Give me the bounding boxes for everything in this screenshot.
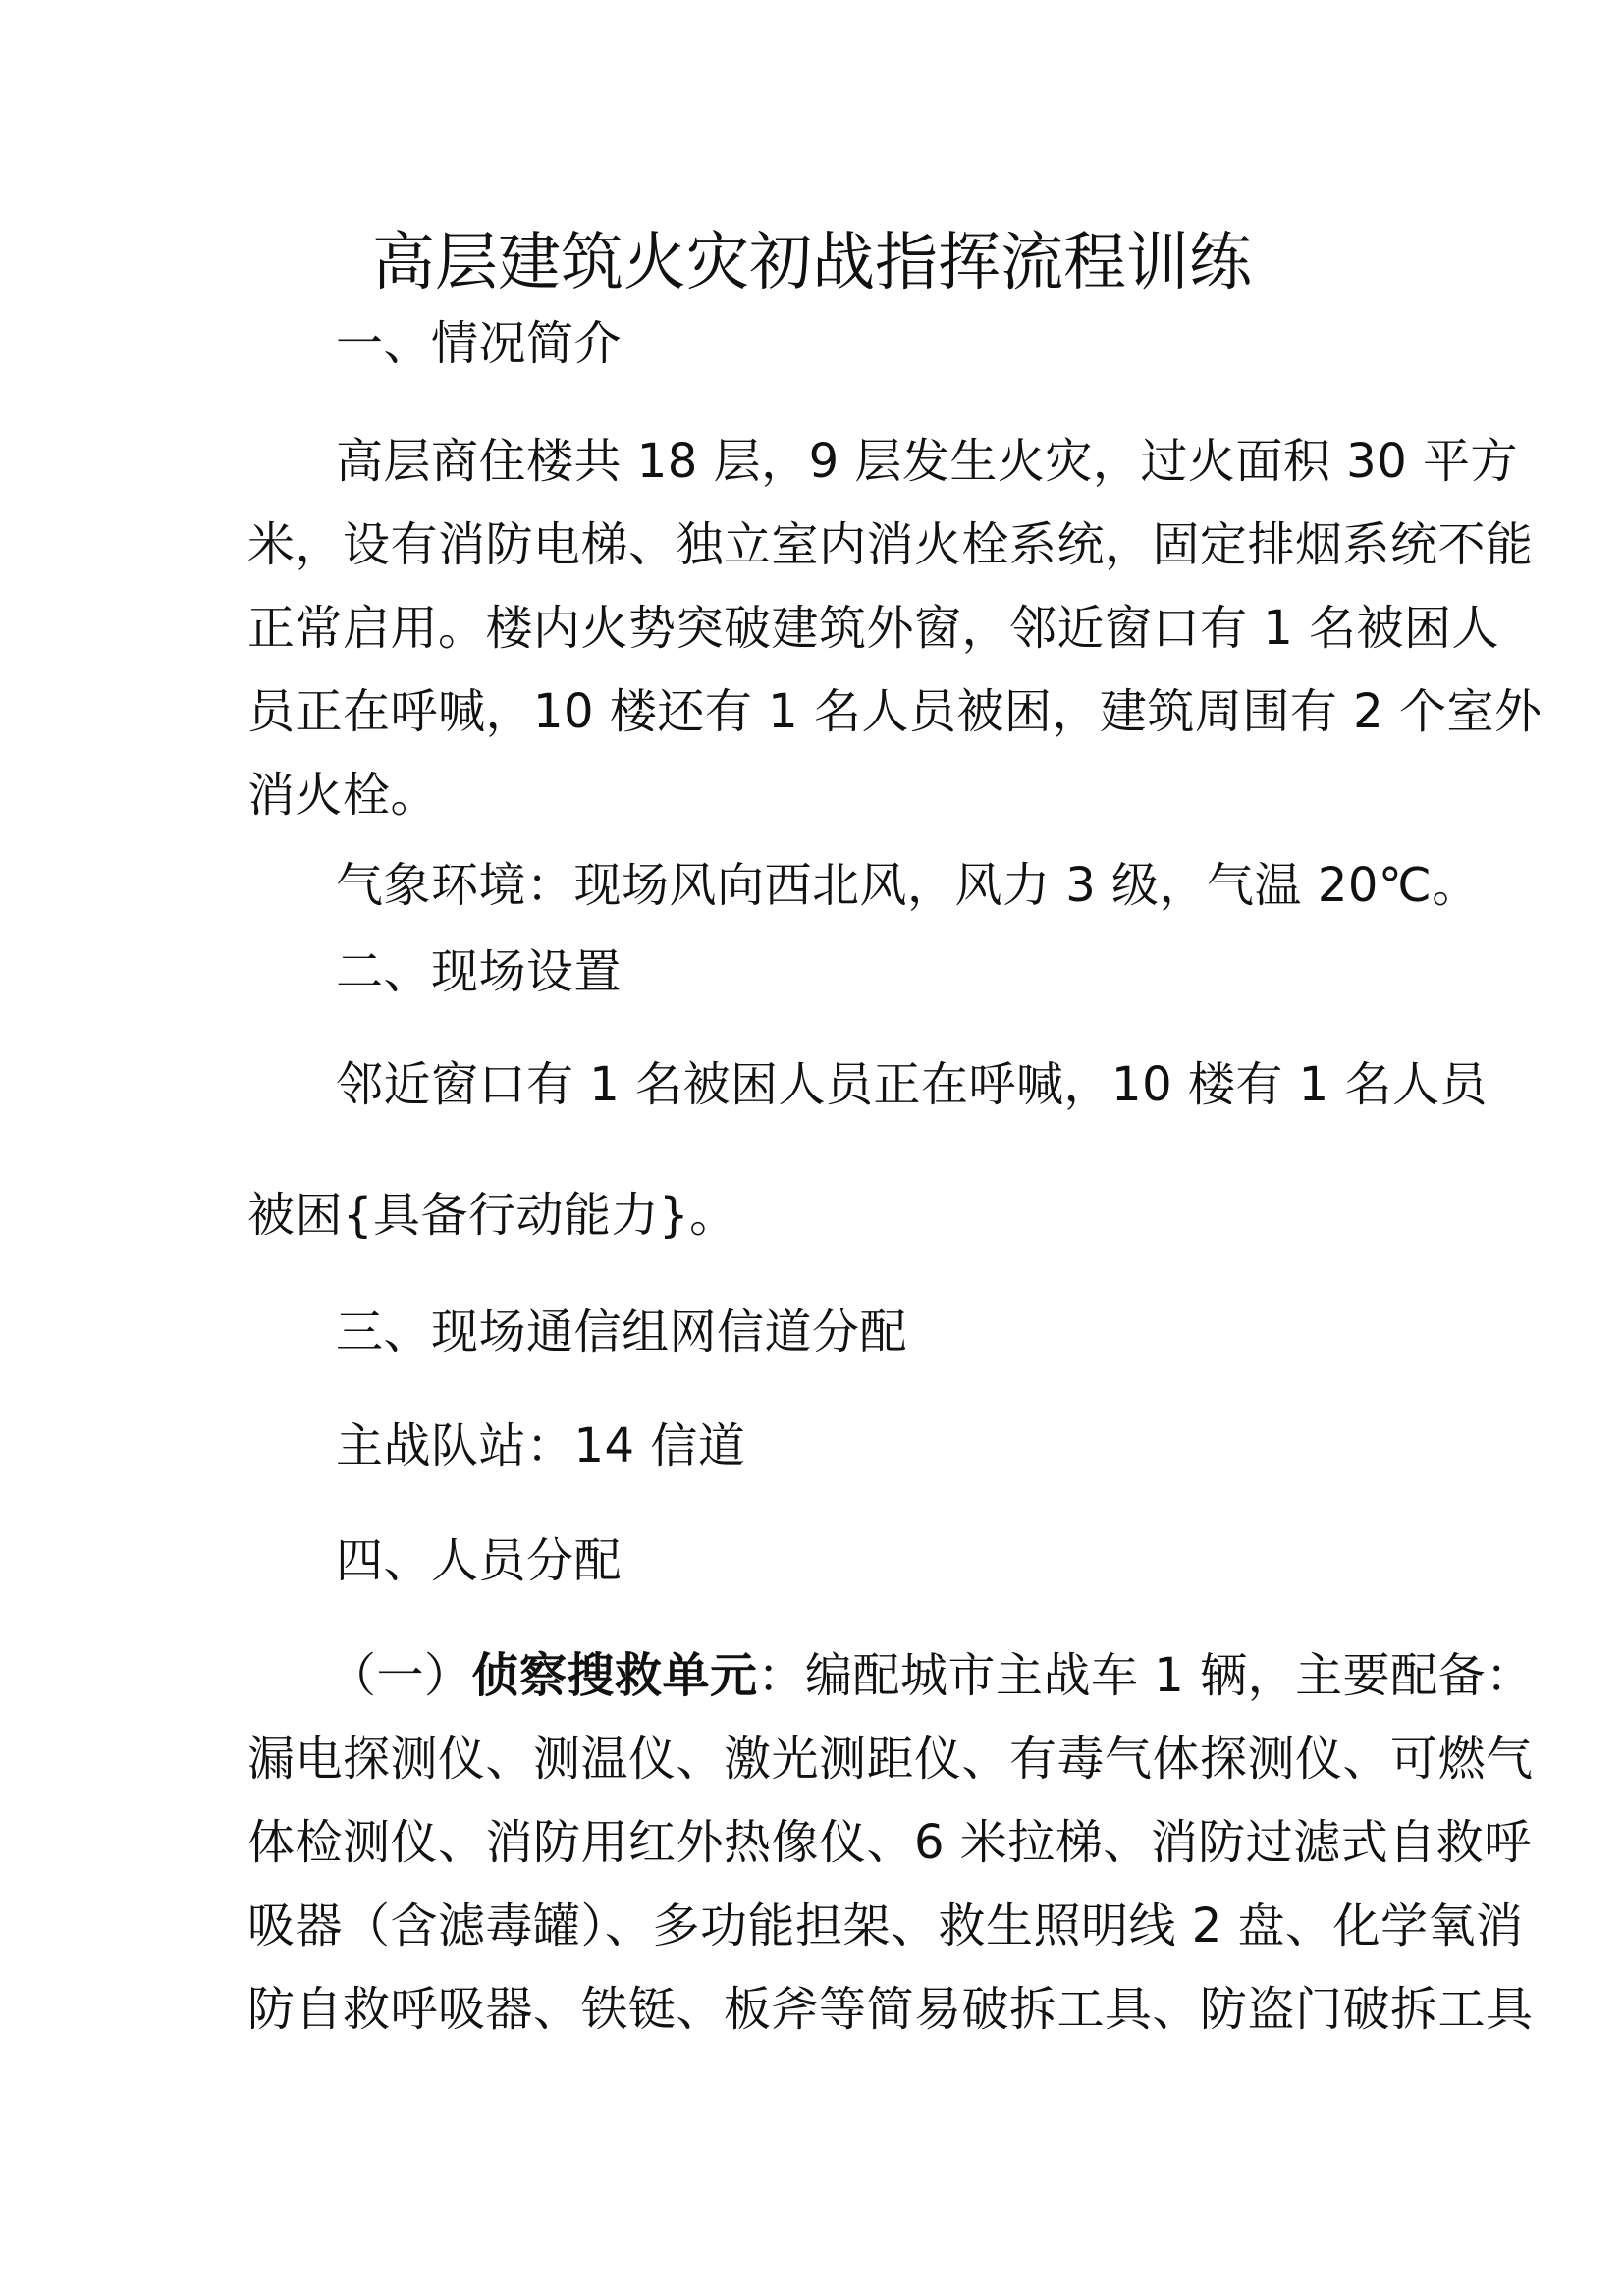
paragraph-line: 漏电探测仪、测温仪、激光测距仪、有毒气体探测仪、可燃气: [247, 1732, 1534, 1787]
channel-assignment: 主战队站：14 信道: [336, 1418, 746, 1473]
paragraph-line: 邻近窗口有 1 名被困人员正在呼喊，10 楼有 1 名人员: [336, 1057, 1488, 1112]
section-heading-comms: 三、现场通信组网信道分配: [336, 1305, 908, 1360]
document-title: 高层建筑火灾初战指挥流程训练: [372, 227, 1252, 299]
unit-name: 侦察搜救单元: [471, 1648, 758, 1703]
section-heading-scene-setup: 二、现场设置: [336, 944, 623, 999]
paragraph-line: 高层商住楼共 18 层，9 层发生火灾，过火面积 30 平方: [336, 434, 1518, 489]
paragraph-line: 员正在呼喊，10 楼还有 1 名人员被困，建筑周围有 2 个室外: [247, 684, 1543, 739]
section-heading-situation: 一、情况简介: [336, 316, 623, 371]
weather-line: 气象环境：现场风向西北风，风力 3 级，气温 20℃。: [336, 858, 1480, 913]
paragraph-line: 消火栓。: [247, 768, 439, 823]
section-heading-personnel: 四、人员分配: [336, 1533, 623, 1588]
paragraph-line: 吸器（含滤毒罐）、多功能担架、救生照明线 2 盘、化学氧消: [247, 1898, 1524, 1953]
paragraph-line: 防自救呼吸器、铁铤、板斧等简易破拆工具、防盗门破拆工具: [247, 1982, 1534, 2037]
paragraph-line: 正常启用。楼内火势突破建筑外窗，邻近窗口有 1 名被困人: [247, 601, 1500, 656]
paragraph-line: 被困{具备行动能力}。: [247, 1188, 737, 1243]
unit-description: ：编配城市主战车 1 辆，主要配备：: [757, 1648, 1534, 1703]
unit-prefix: （一）: [329, 1648, 472, 1703]
paragraph-line: 体检测仪、消防用红外热像仪、6 米拉梯、消防过滤式自救呼: [247, 1815, 1532, 1870]
paragraph-line: 米，设有消防电梯、独立室内消火栓系统，固定排烟系统不能: [247, 517, 1534, 572]
unit-intro-line: [329, 1646, 1534, 1705]
